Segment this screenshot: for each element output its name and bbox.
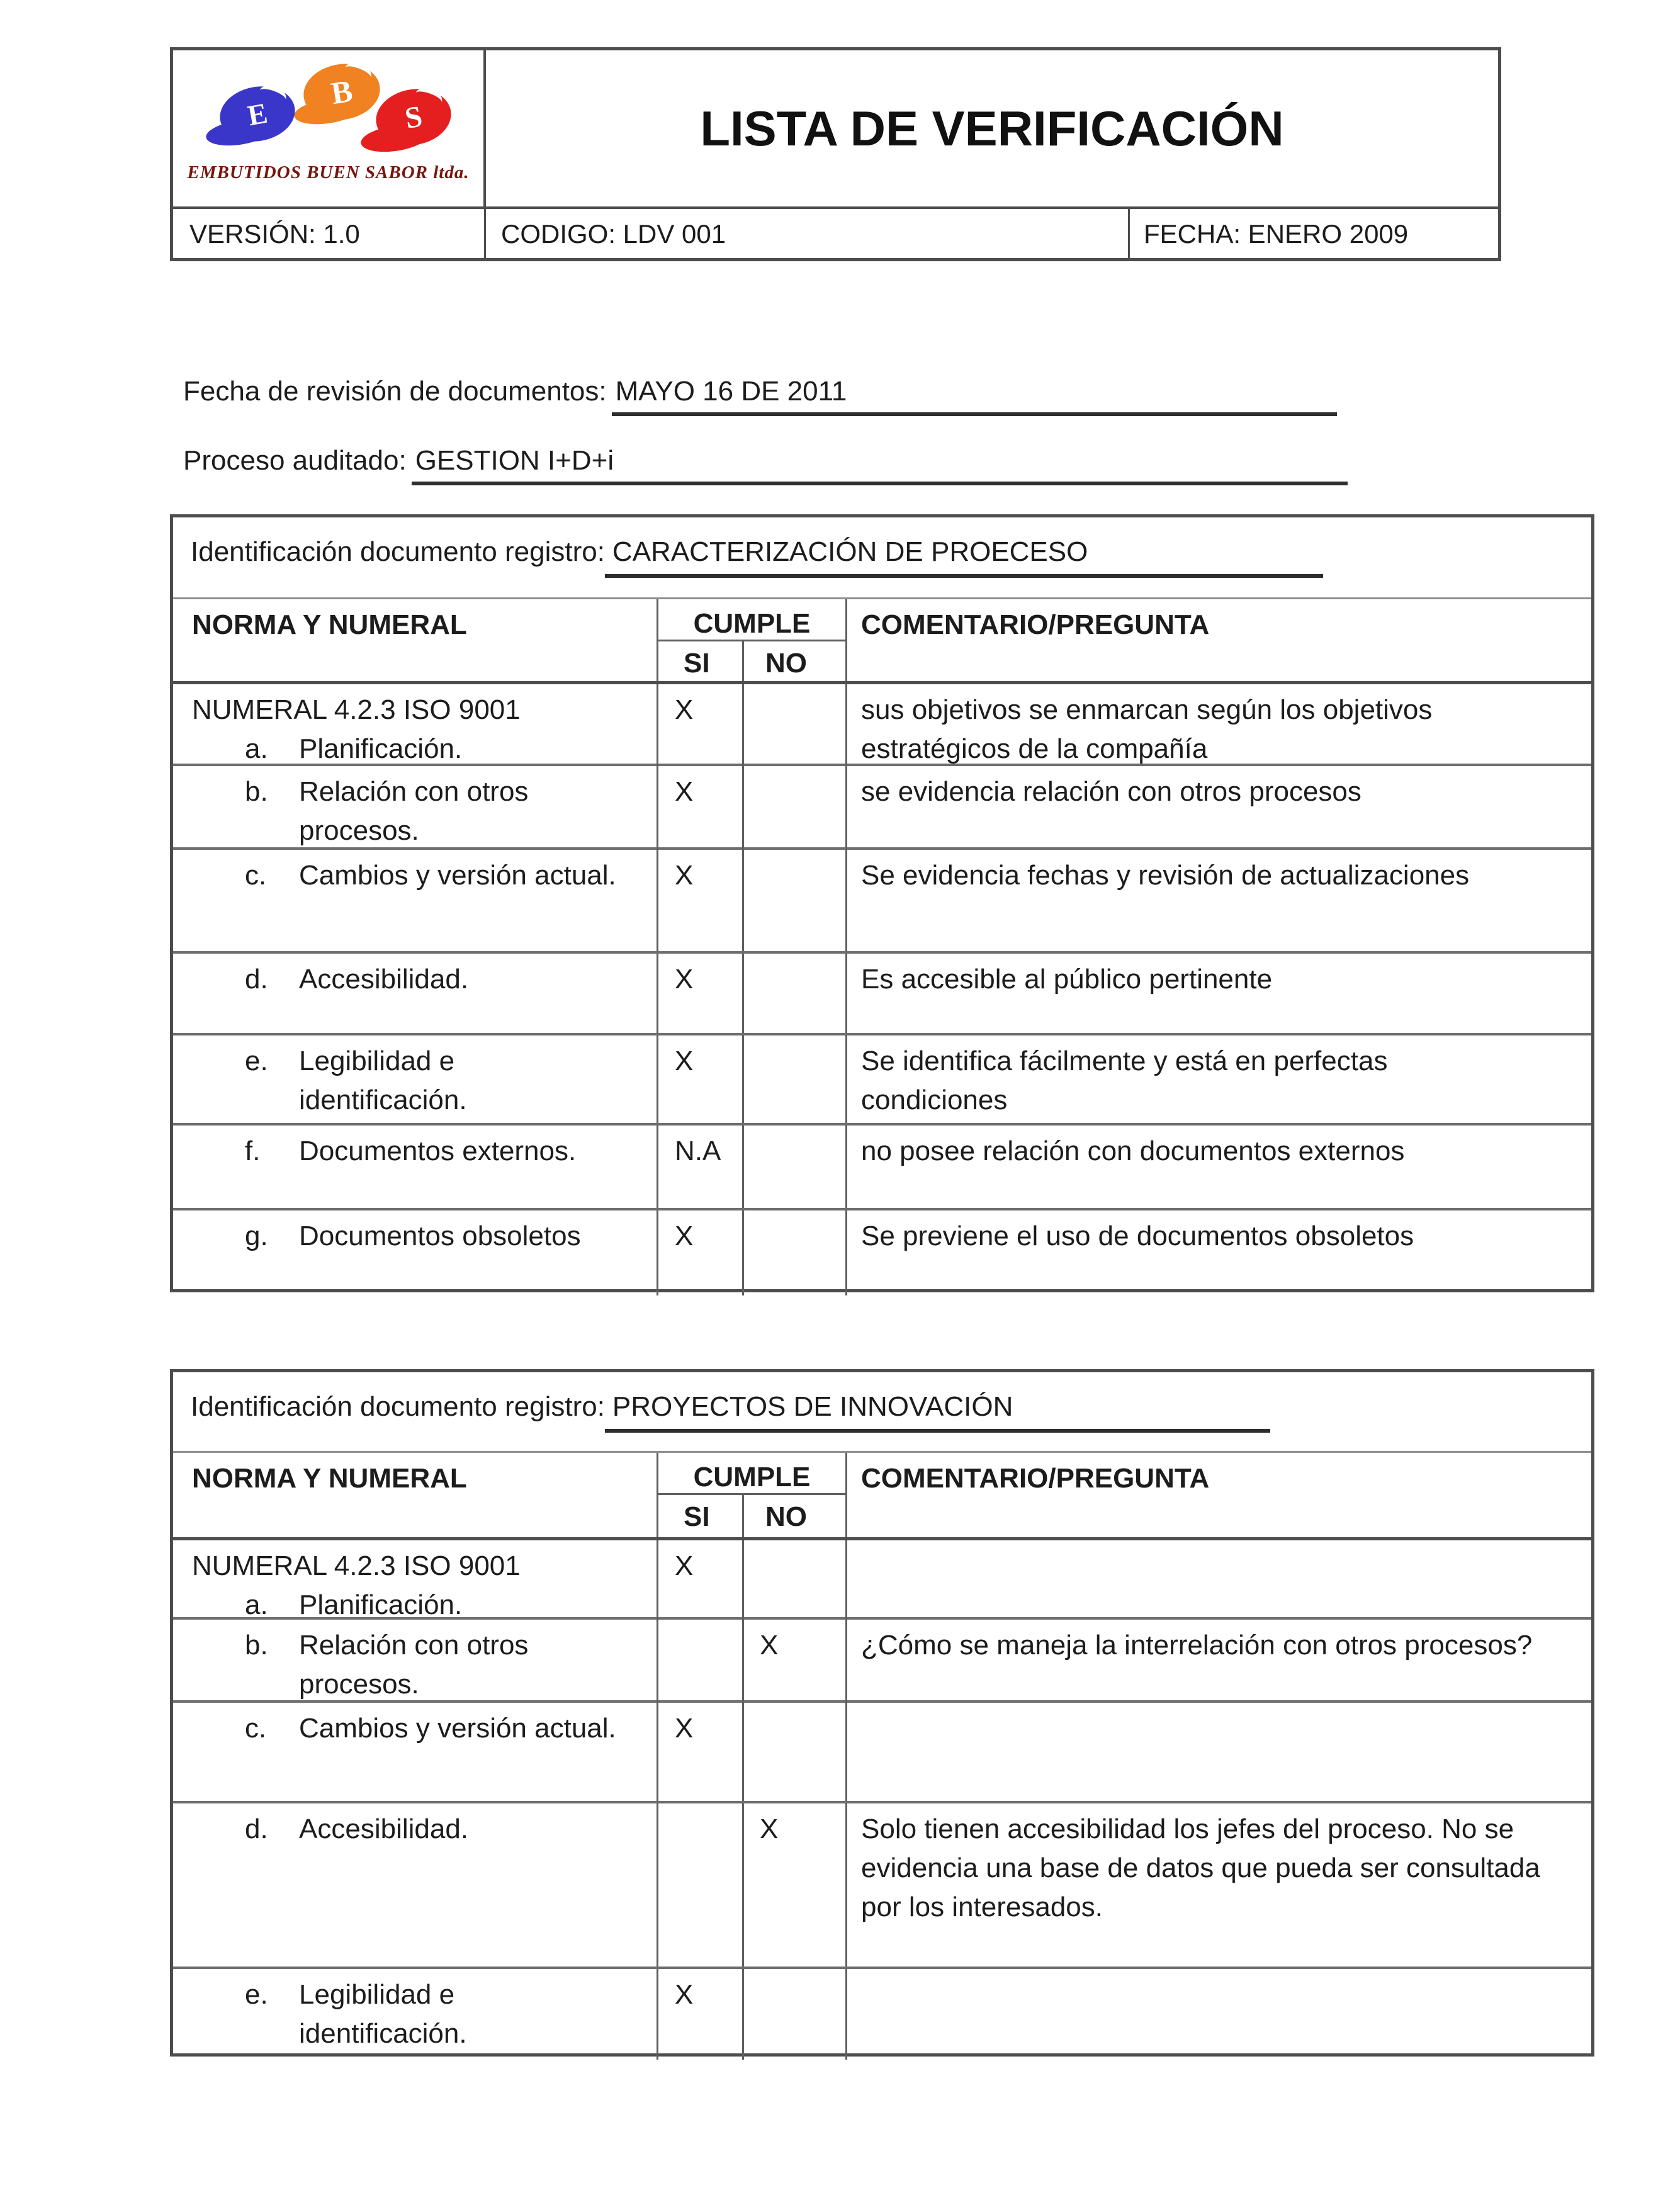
- no-mark: [744, 850, 847, 951]
- header-top-row: [173, 50, 1498, 209]
- table-row: [173, 1803, 1591, 1969]
- si-no-subheader: [658, 1495, 845, 1537]
- item-text-continued: identificación.: [299, 2018, 467, 2049]
- si-mark: N.A: [658, 1126, 744, 1208]
- ident-label: Identificación documento registro:: [191, 1391, 605, 1422]
- si-mark: X: [658, 1703, 744, 1801]
- no-mark: [744, 1210, 847, 1295]
- no-mark: [744, 1126, 847, 1208]
- col-header-si: SI: [658, 1495, 744, 1537]
- table-row: [173, 1210, 1591, 1295]
- comment-cell: se evidencia relación con otros procesos: [861, 776, 1361, 807]
- table-row: [173, 766, 1591, 850]
- item-text: Legibilidad e: [299, 1979, 455, 2010]
- logo-ball-e: E: [215, 81, 299, 147]
- item-text: Accesibilidad.: [299, 964, 469, 995]
- item-text: Cambios y versión actual.: [299, 1713, 616, 1744]
- table-row: [173, 1703, 1591, 1803]
- si-mark: [658, 1620, 744, 1704]
- no-mark: X: [744, 1803, 847, 1967]
- ident-row: [173, 517, 1591, 599]
- table-header: [173, 1453, 1591, 1540]
- item-marker: c.: [245, 860, 267, 891]
- col-header-comentario: COMENTARIO/PREGUNTA: [861, 1463, 1210, 1494]
- proceso-auditado-value: GESTION I+D+i: [412, 445, 1348, 485]
- logo-ball-s: S: [371, 83, 455, 151]
- no-mark: [744, 766, 847, 850]
- item-text: Documentos externos.: [299, 1136, 577, 1166]
- col-header-comentario: COMENTARIO/PREGUNTA: [861, 609, 1210, 640]
- no-mark: [744, 1703, 847, 1801]
- col-header-cumple-group: [658, 1453, 847, 1537]
- header-box: [170, 47, 1501, 261]
- codigo-field: CODIGO: LDV 001: [486, 209, 1130, 259]
- si-mark: X: [658, 1969, 744, 2060]
- table-row: [173, 684, 1591, 766]
- no-mark: [744, 1540, 847, 1625]
- si-mark: X: [658, 1540, 744, 1625]
- comment-cell: Se previene el uso de documentos obsoletos: [861, 1221, 1414, 1251]
- ident-label: Identificación documento registro:: [191, 536, 605, 567]
- si-mark: X: [658, 766, 744, 850]
- no-mark: X: [744, 1620, 847, 1704]
- item-marker: a.: [245, 1589, 268, 1620]
- item-text: Accesibilidad.: [299, 1814, 469, 1844]
- company-logo: [173, 50, 486, 206]
- table-header: [173, 599, 1591, 684]
- table-row: [173, 954, 1591, 1035]
- item-text: Planificación.: [299, 733, 463, 764]
- section-proyectos: [170, 1369, 1594, 2057]
- no-mark: [744, 1969, 847, 2060]
- si-mark: X: [658, 1210, 744, 1295]
- title-cell: [486, 50, 1498, 206]
- no-mark: [744, 954, 847, 1033]
- item-marker: d.: [245, 964, 268, 995]
- item-marker: e.: [245, 1046, 268, 1076]
- comment-cell: no posee relación con documentos externos: [861, 1136, 1405, 1166]
- comment-cell: [847, 1703, 1591, 1801]
- comment-cell: sus objetivos se enmarcan según los objetivos estratégicos de la compañía: [861, 694, 1433, 764]
- si-mark: [658, 1803, 744, 1967]
- table-row: [173, 1035, 1591, 1126]
- item-text-continued: procesos.: [299, 815, 419, 846]
- si-mark: X: [658, 850, 744, 951]
- comment-cell: Es accesible al público pertinente: [861, 964, 1273, 995]
- col-header-cumple: CUMPLE: [658, 1453, 845, 1495]
- col-header-norma: NORMA Y NUMERAL: [173, 599, 658, 681]
- logo-ball-b: B: [300, 59, 384, 125]
- comment-cell: Solo tienen accesibilidad los jefes del proceso. No se evidencia una base de datos que pueda ser consultada por los interesados.: [861, 1814, 1540, 1922]
- comment-cell: [847, 1969, 1591, 2060]
- item-marker: e.: [245, 1979, 268, 2010]
- item-marker: b.: [245, 776, 268, 807]
- item-marker: b.: [245, 1630, 268, 1661]
- proceso-auditado-line: [183, 445, 1348, 485]
- item-marker: g.: [245, 1221, 268, 1251]
- item-text-continued: procesos.: [299, 1669, 419, 1700]
- fecha-revision-value: MAYO 16 DE 2011: [612, 376, 1337, 416]
- item-marker: c.: [245, 1713, 267, 1744]
- si-mark: X: [658, 1035, 744, 1123]
- fecha-revision-line: [183, 376, 1337, 416]
- comment-cell: [847, 1540, 1591, 1625]
- item-text: Relación con otros: [299, 1630, 529, 1661]
- table-row: [173, 1620, 1591, 1703]
- col-header-norma: NORMA Y NUMERAL: [173, 1453, 658, 1537]
- table-row: [173, 850, 1591, 954]
- header-meta-row: [173, 209, 1498, 259]
- ident-value: CARACTERIZACIÓN DE PROECESO: [605, 536, 1323, 578]
- table-row: [173, 1969, 1591, 2060]
- si-mark: X: [658, 954, 744, 1033]
- version-field: VERSIÓN: 1.0: [173, 209, 486, 259]
- item-text: Legibilidad e: [299, 1046, 455, 1076]
- company-name: EMBUTIDOS BUEN SABOR ltda.: [187, 162, 470, 183]
- si-no-subheader: [658, 641, 845, 681]
- item-text: Relación con otros: [299, 776, 529, 807]
- item-text-continued: identificación.: [299, 1085, 467, 1115]
- item-marker: f.: [245, 1136, 261, 1166]
- norma-text: NUMERAL 4.2.3 ISO 9001: [192, 1550, 521, 1581]
- item-text: Planificación.: [299, 1589, 463, 1620]
- comment-cell: Se identifica fácilmente y está en perfectas condiciones: [861, 1046, 1388, 1115]
- fecha-revision-label: Fecha de revisión de documentos:: [183, 376, 607, 407]
- proceso-auditado-label: Proceso auditado:: [183, 445, 407, 476]
- item-text: Documentos obsoletos: [299, 1221, 581, 1251]
- norma-text: NUMERAL 4.2.3 ISO 9001: [192, 694, 521, 725]
- si-mark: X: [658, 684, 744, 769]
- comment-cell: Se evidencia fechas y revisión de actualizaciones: [861, 860, 1470, 891]
- col-header-si: SI: [658, 641, 744, 681]
- item-marker: d.: [245, 1814, 268, 1844]
- ident-value: PROYECTOS DE INNOVACIÓN: [605, 1391, 1270, 1433]
- no-mark: [744, 684, 847, 769]
- col-header-cumple-group: [658, 599, 847, 681]
- no-mark: [744, 1035, 847, 1123]
- ident-row: [173, 1372, 1591, 1453]
- table-row: [173, 1126, 1591, 1210]
- fecha-field: FECHA: ENERO 2009: [1144, 218, 1409, 249]
- item-marker: a.: [245, 733, 268, 764]
- item-text: Cambios y versión actual.: [299, 860, 616, 891]
- col-header-no: NO: [765, 1501, 807, 1532]
- col-header-no: NO: [765, 648, 807, 679]
- page-title: LISTA DE VERIFICACIÓN: [700, 100, 1284, 156]
- section-caracterizacion: [170, 514, 1594, 1292]
- col-header-cumple: CUMPLE: [658, 599, 845, 641]
- table-row: [173, 1540, 1591, 1620]
- comment-cell: ¿Cómo se maneja la interrelación con otros procesos?: [861, 1630, 1533, 1661]
